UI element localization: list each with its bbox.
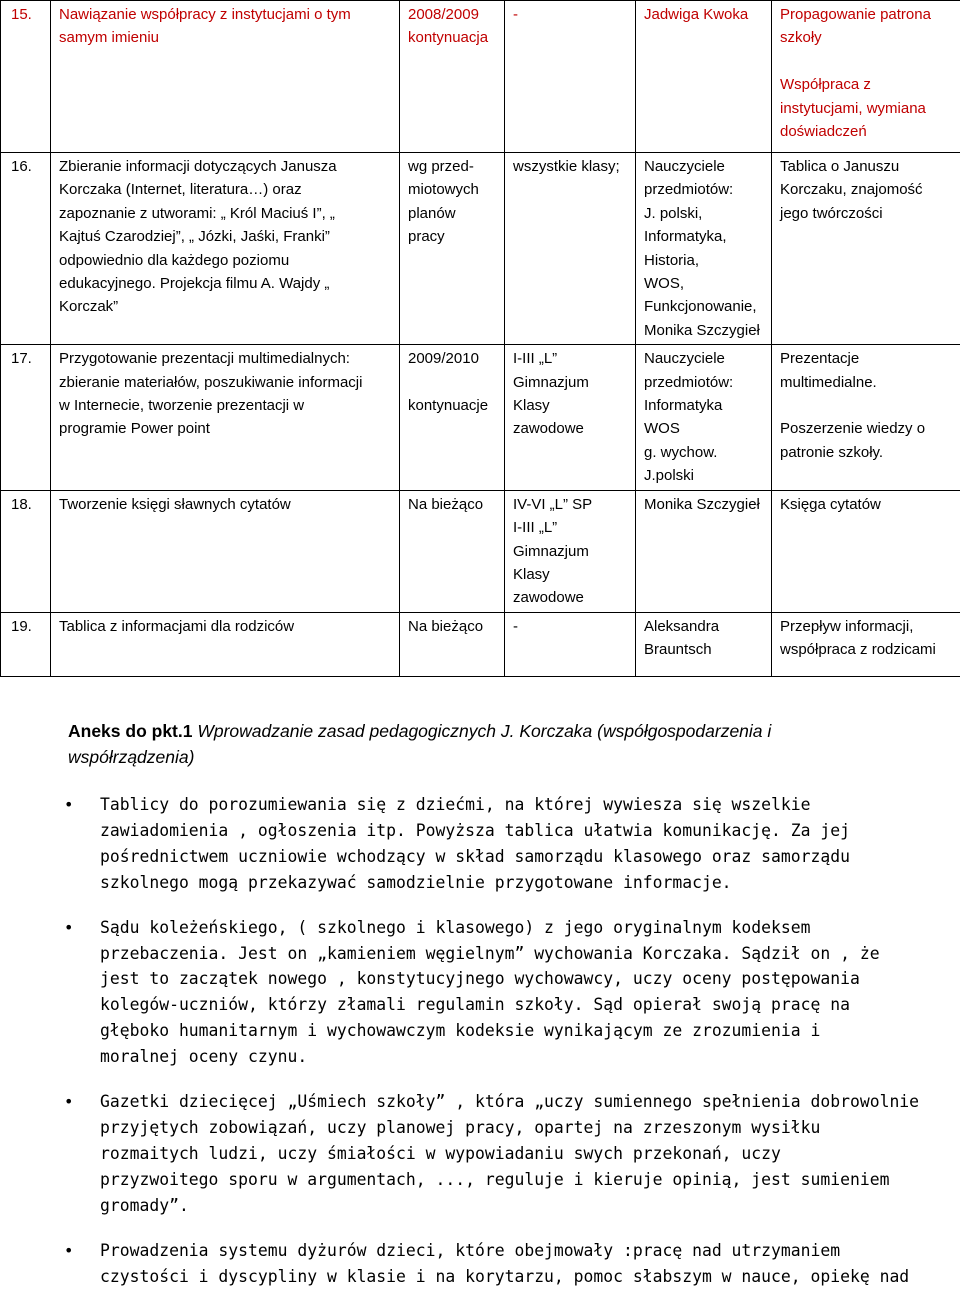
outcome-cell [772, 612, 960, 676]
annex-point-line: • Sądu koleżeńskiego, ( szkolnego i klasowego) z jego oryginalnym kodeksem [100, 915, 924, 941]
responsible-cell [636, 490, 772, 612]
cell-line: Informatyka [644, 394, 765, 417]
cell-line: zawodowe [513, 586, 629, 609]
cell-line: g. wychow. [644, 441, 765, 464]
term-cell [400, 345, 505, 490]
cell-line: IV-VI „L” SP [513, 493, 629, 516]
outcome-cell [772, 1, 960, 153]
cell-line: zapoznanie z utworami: „ Król Maciuś I”, „ [59, 202, 393, 225]
annex-point-line: pośrednictwem uczniowie wchodzący w skład samorządu klasowego oraz samorządu [100, 844, 924, 870]
cell-line: samym imieniu [59, 26, 393, 49]
annex-point-line: moralnej oceny czynu. [100, 1044, 924, 1070]
term-cell [400, 490, 505, 612]
term-cell [400, 612, 505, 676]
annex-point [64, 1238, 924, 1290]
responsible-cell [636, 1, 772, 153]
responsible-cell [636, 153, 772, 345]
participants-cell [505, 345, 636, 490]
cell-line: doświadczeń [780, 120, 954, 143]
table-row [1, 345, 960, 490]
responsible-cell [636, 612, 772, 676]
cell-line: Historia, [644, 249, 765, 272]
cell-line: Jadwiga Kwoka [644, 3, 765, 26]
cell-line: Monika Szczygieł [644, 493, 765, 516]
cell-line: Korczaka (Internet, literatura…) oraz [59, 178, 393, 201]
cell-line: przedmiotów: [644, 178, 765, 201]
cell-line: - [513, 3, 629, 26]
cell-line [780, 394, 954, 417]
annex-point-line: zawiadomienia , ogłoszenia itp. Powyższa tablica ułatwia komunikację. Za jej [100, 818, 924, 844]
activity-cell [51, 345, 400, 490]
cell-line: Informatyka, [644, 225, 765, 248]
annex-title-bold: Aneks do pkt.1 [68, 721, 192, 741]
cell-line: Propagowanie patrona [780, 3, 954, 26]
cell-line: patronie szkoły. [780, 441, 954, 464]
annex-heading [68, 718, 928, 770]
activity-cell [51, 490, 400, 612]
cell-line: kontynuacja [408, 26, 498, 49]
cell-line: Monika Szczygieł [644, 319, 765, 342]
annex-point-line: przyjętych zobowiązań, uczy planowej pracy, opartej na zrzeszonym wysiłku [100, 1115, 924, 1141]
cell-line: WOS, [644, 272, 765, 295]
cell-line: Zbieranie informacji dotyczących Janusza [59, 155, 393, 178]
annex-point-line: gromady”. [100, 1193, 924, 1219]
cell-line [780, 50, 954, 73]
cell-line: Klasy [513, 563, 629, 586]
table-row [1, 490, 960, 612]
cell-line: programie Power point [59, 417, 393, 440]
cell-line: zawodowe [513, 417, 629, 440]
cell-line: J.polski [644, 464, 765, 487]
cell-line: wg przed- [408, 155, 498, 178]
cell-line: Poszerzenie wiedzy o [780, 417, 954, 440]
cell-line: Brauntsch [644, 638, 765, 661]
row-number: 15. [1, 1, 51, 153]
cell-line: I-III „L” [513, 347, 629, 370]
cell-line: 2009/2010 [408, 347, 498, 370]
annex-title-italic: Wprowadzanie zasad pedagogicznych J. Korczaka (współgospodarzenia i [192, 721, 771, 741]
table-row [1, 153, 960, 345]
cell-line: Nauczyciele [644, 347, 765, 370]
annex-points-list [64, 792, 924, 1308]
activity-cell [51, 153, 400, 345]
cell-line [408, 371, 498, 394]
table-row [1, 612, 960, 676]
annex-point [64, 915, 924, 1070]
participants-cell [505, 153, 636, 345]
cell-line: współpraca z rodzicami [780, 638, 954, 661]
annex-point [64, 792, 924, 896]
cell-line: Nauczyciele [644, 155, 765, 178]
annex-point-line: jest to zaczątek nowego , konstytucyjnego wychowawcy, uczy oceny postępowania [100, 966, 924, 992]
cell-line: multimedialne. [780, 371, 954, 394]
row-number: 19. [1, 612, 51, 676]
annex-point-line: przebaczenia. Jest on „kamieniem węgielnym” wychowania Korczaka. Sądził on , że [100, 941, 924, 967]
cell-line: Księga cytatów [780, 493, 954, 516]
outcome-cell [772, 490, 960, 612]
cell-line: zbieranie materiałów, poszukiwanie informacji [59, 371, 393, 394]
row-number: 18. [1, 490, 51, 612]
cell-line: Współpraca z [780, 73, 954, 96]
annex-point-line: szkolnego mogą przekazywać samodzielnie przygotowane informacje. [100, 870, 924, 896]
cell-line: Na bieżąco [408, 493, 498, 516]
cell-line: wszystkie klasy; [513, 155, 629, 178]
cell-line: 2008/2009 [408, 3, 498, 26]
cell-line: Korczaku, znajomość [780, 178, 954, 201]
cell-line: - [513, 615, 629, 638]
cell-line: przedmiotów: [644, 371, 765, 394]
cell-line: Gimnazjum [513, 540, 629, 563]
cell-line: planów [408, 202, 498, 225]
annex-point-line: • Tablicy do porozumiewania się z dziećmi, na której wywiesza się wszelkie [100, 792, 924, 818]
cell-line: instytucjami, wymiana [780, 97, 954, 120]
annex-point-line: przyzwoitego sporu w argumentach, ..., reguluje i kieruje opinią, jest sumieniem [100, 1167, 924, 1193]
annex-point-line: kolegów-uczniów, którzy złamali regulamin szkoły. Sąd opierał swoją pracę na [100, 992, 924, 1018]
table-row [1, 1, 960, 153]
cell-line: Tablica o Januszu [780, 155, 954, 178]
cell-line: I-III „L” [513, 516, 629, 539]
cell-line: Tablica z informacjami dla rodziców [59, 615, 393, 638]
cell-line: Gimnazjum [513, 371, 629, 394]
cell-line: miotowych [408, 178, 498, 201]
cell-line: edukacyjnego. Projekcja filmu A. Wajdy „ [59, 272, 393, 295]
cell-line: Funkcjonowanie, [644, 295, 765, 318]
cell-line: Klasy [513, 394, 629, 417]
cell-line: pracy [408, 225, 498, 248]
activity-cell [51, 1, 400, 153]
cell-line: kontynuacje [408, 394, 498, 417]
activity-cell [51, 612, 400, 676]
row-number: 17. [1, 345, 51, 490]
annex-point-line: głęboko humanitarnym i wychowawczym kodeksie wynikającym ze zrozumienia i [100, 1018, 924, 1044]
cell-line: w Internecie, tworzenie prezentacji w [59, 394, 393, 417]
row-number: 16. [1, 153, 51, 345]
annex-point-line: • Prowadzenia systemu dyżurów dzieci, które obejmowały :pracę nad utrzymaniem [100, 1238, 924, 1264]
annex-point-line: • Gazetki dziecięcej „Uśmiech szkoły” , która „uczy sumiennego spełnienia dobrowolnie [100, 1089, 924, 1115]
cell-line: Przygotowanie prezentacji multimedialnych: [59, 347, 393, 370]
cell-line: Przepływ informacji, [780, 615, 954, 638]
outcome-cell [772, 345, 960, 490]
annex-point-line: rozmaitych ludzi, uczy śmiałości w wypowiadaniu swych przekonań, uczy [100, 1141, 924, 1167]
cell-line: szkoły [780, 26, 954, 49]
cell-line: Korczak” [59, 295, 393, 318]
cell-line: J. polski, [644, 202, 765, 225]
responsible-cell [636, 345, 772, 490]
annex-point [64, 1089, 924, 1219]
cell-line: Tworzenie księgi sławnych cytatów [59, 493, 393, 516]
participants-cell [505, 1, 636, 153]
cell-line: jego twórczości [780, 202, 954, 225]
annex-point-line: czystości i dyscypliny w klasie i na korytarzu, pomoc słabszym w nauce, opiekę nad [100, 1264, 924, 1290]
annex-title-italic-2: współrządzenia) [68, 747, 194, 767]
cell-line: Kajtuś Czarodziej”, „ Józki, Jaśki, Franki” [59, 225, 393, 248]
participants-cell [505, 490, 636, 612]
cell-line: Na bieżąco [408, 615, 498, 638]
cell-line: odpowiednio dla każdego poziomu [59, 249, 393, 272]
term-cell [400, 153, 505, 345]
cell-line: Nawiązanie współpracy z instytucjami o tym [59, 3, 393, 26]
cell-line: WOS [644, 417, 765, 440]
participants-cell [505, 612, 636, 676]
outcome-cell [772, 153, 960, 345]
cell-line: Aleksandra [644, 615, 765, 638]
term-cell [400, 1, 505, 153]
cell-line: Prezentacje [780, 347, 954, 370]
